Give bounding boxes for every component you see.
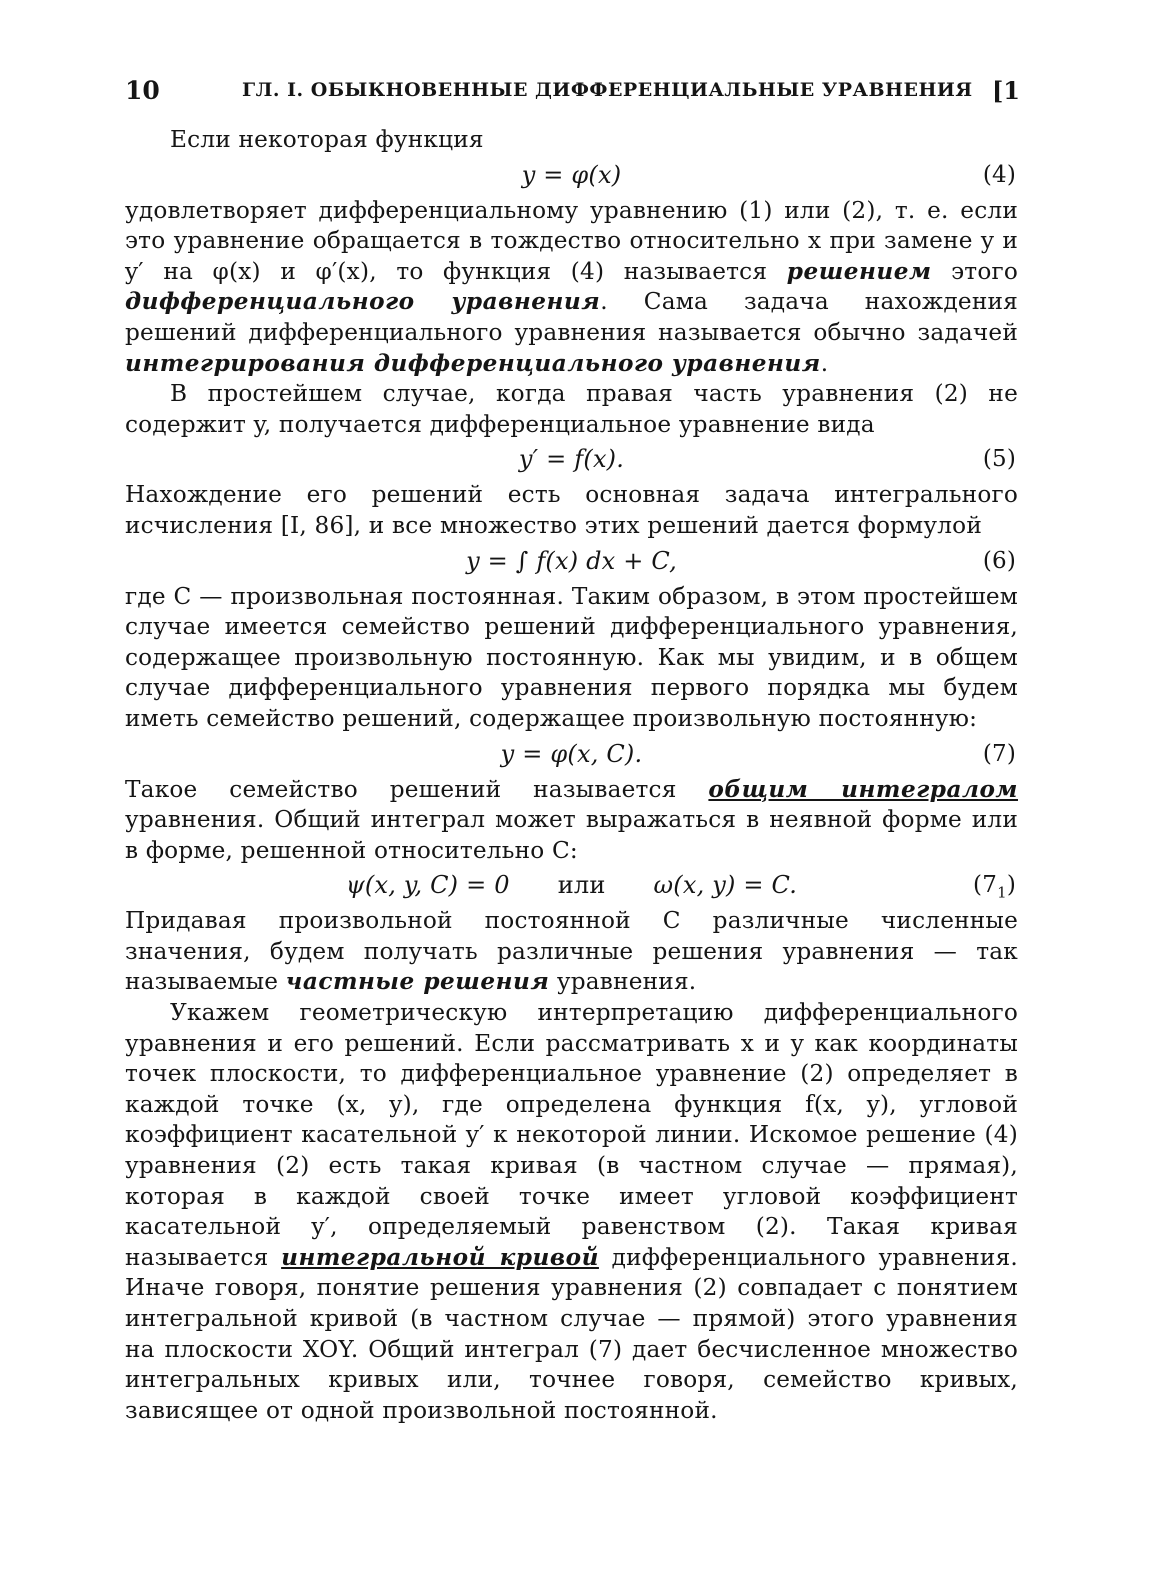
formula-6 xyxy=(125,542,1018,582)
paragraph-6: Такое семейство решений называется общим интегралом уравнения. Общий интеграл может выражаться в неявной форме или в форме, решенной относительно C: xyxy=(125,775,1018,864)
term-general-integral: общим интегралом xyxy=(708,775,1018,803)
section-marker: [1 xyxy=(991,76,1020,105)
formula-7-number: (7) xyxy=(982,740,1016,767)
paragraph-8: Укажем геометрическую интерпретацию дифференциального уравнения и его решений. Если рассматривать x и y как координаты точек плоскости, то дифференциальное уравнение (2) определяет в каждой точке (x, y), где определена функция f(x, y), угловой коэффициент касательной y′ к некоторой линии. Искомое решение (4) уравнения (2) есть такая кривая (в частном случае — прямая), которая в каждой своей точке имеет угловой коэффициент касательной y′, определяемый равенством (2). Такая кривая называется интегральной кривой дифференциального уравнения. Иначе говоря, понятие решения уравнения (2) совпадает с понятием интегральной кривой (в частном случае — прямой) этого уравнения на плоскости XOY. Общий интеграл (7) дает бесчисленное множество интегральных кривых или, точнее говоря, семейство кривых, зависящее от одной произвольной постоянной. xyxy=(125,999,1018,1424)
formula-5 xyxy=(125,440,1018,480)
formula-7-1 xyxy=(125,866,1018,906)
formula-7 xyxy=(125,735,1018,775)
formula-5-number: (5) xyxy=(982,446,1016,473)
formula-4-expr: y = φ(x) xyxy=(521,160,622,189)
term-particular-solutions: частные решения xyxy=(285,968,550,996)
paragraph-4: Нахождение его решений есть основная задача интегрального исчисления [I, 86], и все множество этих решений дается формулой xyxy=(125,481,1018,539)
formula-7-expr: y = φ(x, C). xyxy=(500,739,643,768)
formula-6-number: (6) xyxy=(982,547,1016,574)
paragraph-3: В простейшем случае, когда правая часть уравнения (2) не содержит y, получается дифференциальное уравнение вида xyxy=(125,380,1018,438)
formula-7-1-expr: ψ(x, y, C) = 0 или ω(x, y) = C. xyxy=(345,871,798,900)
paragraph-2: удовлетворяет дифференциальному уравнению (1) или (2), т. е. если это уравнение обращается в тождество относительно x при замене y и y′ на φ(x) и φ′(x), то функция (4) называется решением этого дифференциального уравнения. Сама задача нахождения решений дифференциального уравнения называется обычно задачей интегрирования дифференциального уравнения. xyxy=(125,196,1018,377)
chapter-title: ГЛ. I. ОБЫКНОВЕННЫЕ ДИФФЕРЕНЦИАЛЬНЫЕ УРАВНЕНИЯ xyxy=(242,79,973,101)
formula-4-number: (4) xyxy=(982,161,1016,188)
paragraph-1: Если некоторая функция xyxy=(170,126,484,153)
formula-5-expr: y′ = f(x). xyxy=(518,445,625,474)
formula-6-expr: y = ∫ f(x) dx + C, xyxy=(466,546,677,575)
term-integral-curve: интегральной кривой xyxy=(281,1243,599,1271)
page-number: 10 xyxy=(125,76,160,105)
running-header xyxy=(125,76,1020,106)
paragraph-7: Придавая произвольной постоянной C различные численные значения, будем получать различные решения уравнения — так называемые частные решения уравнения. xyxy=(125,907,1018,996)
formula-4 xyxy=(125,156,1018,196)
page-body xyxy=(125,125,1018,1426)
paragraph-5: где C — произвольная постоянная. Таким образом, в этом простейшем случае имеется семейство решений дифференциального уравнения, содержащее произвольную постоянную. Как мы увидим, и в общем случае дифференциального уравнения первого порядка мы будем иметь семейство решений, содержащее произвольную постоянную: xyxy=(125,582,1018,732)
formula-7-1-number: $(7_1)$ xyxy=(973,872,1016,902)
